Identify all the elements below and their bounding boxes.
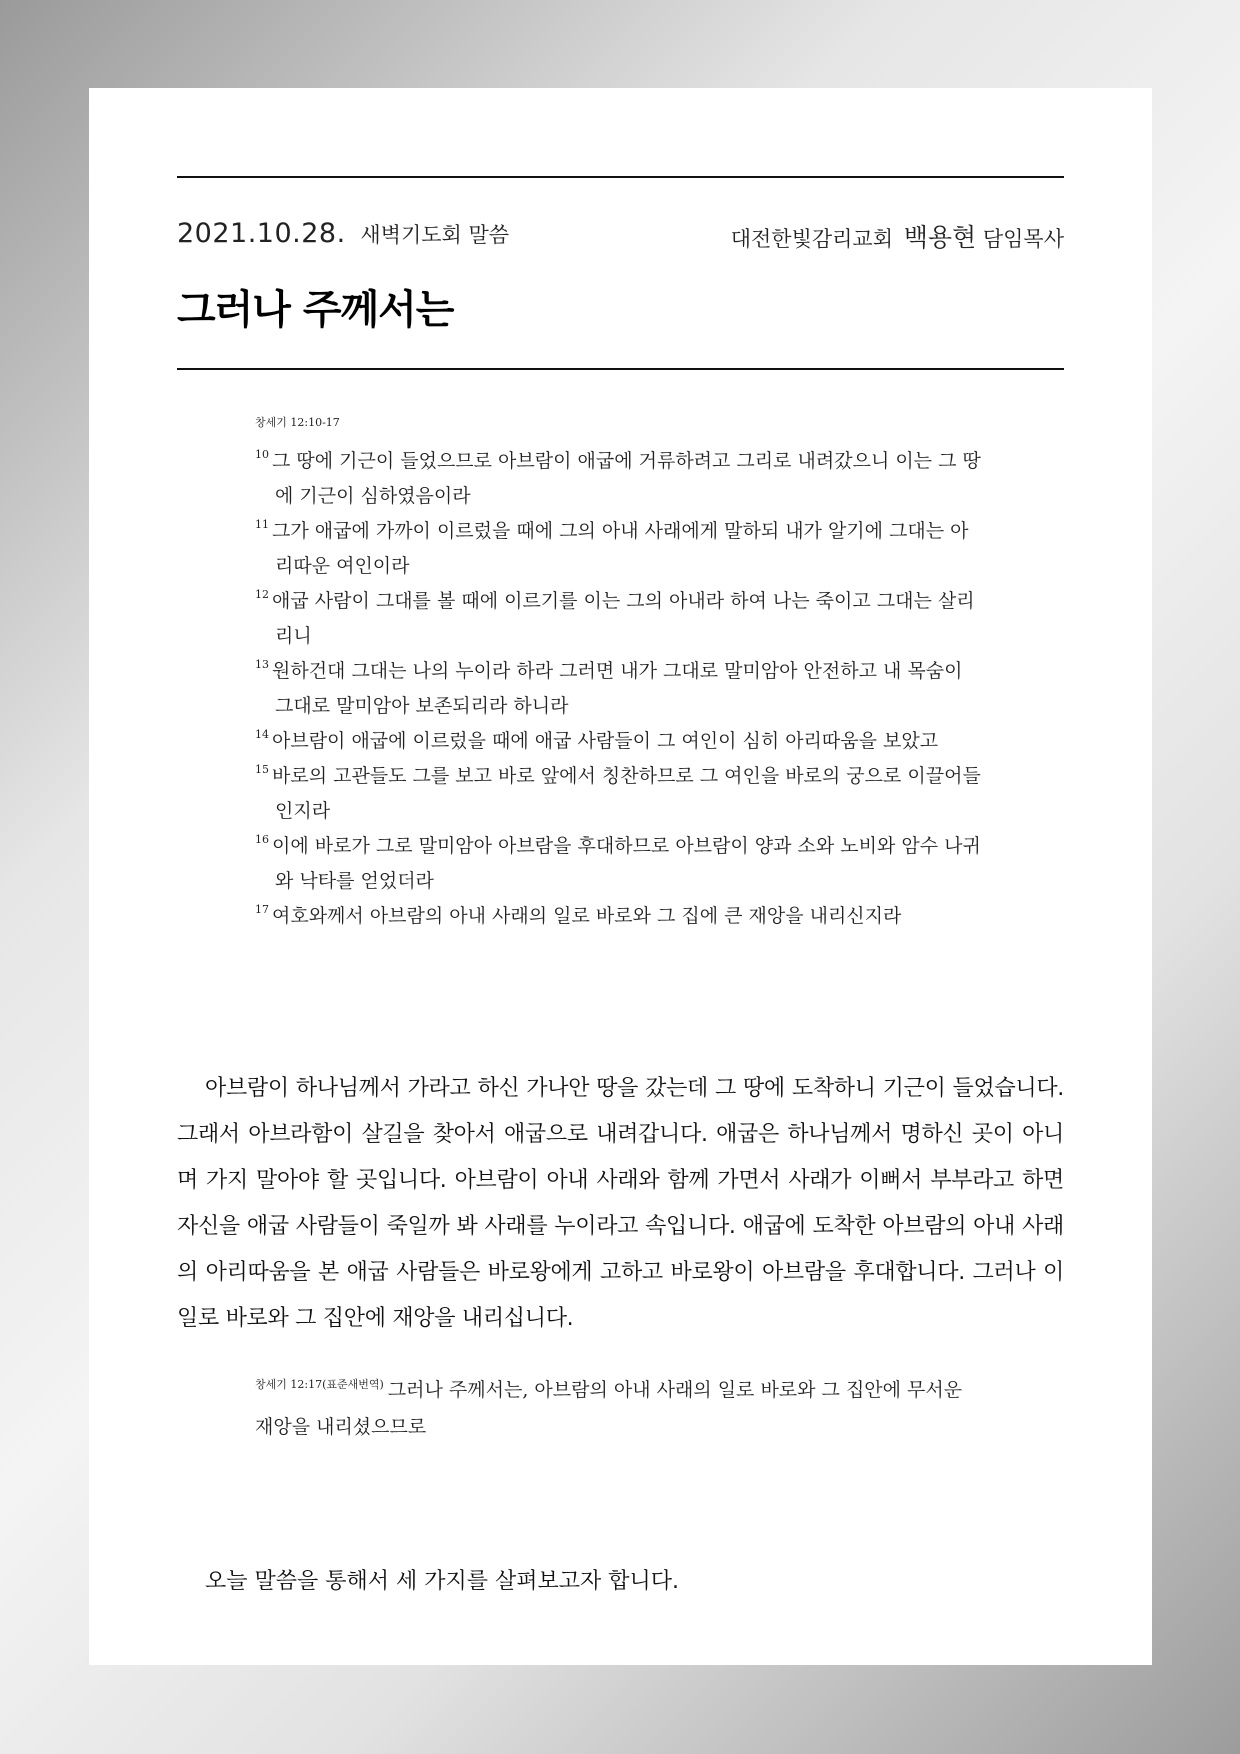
verse-number: 12 — [255, 588, 269, 601]
sermon-body-paragraph: 아브람이 하나님께서 가라고 하신 가나안 땅을 갔는데 그 땅에 도착하니 기근이 들었습니다. 그래서 아브라함이 살길을 찾아서 애굽으로 내려갑니다. 애굽은 하나님께서 명하신 곳이 아니며 가지 말아야 할 곳입니다. 아브람이 아내 사래와 함께 가면서 사래가 이뻐서 부부라고 하면 자신을 애굽 사람들이 죽일까 봐 사래를 누이라고 속입니다. 애굽에 도착한 아브람의 아내 사래의 아리따움을 본 애굽 사람들은 바로왕에게 고하고 바로왕이 아브람을 후대합니다. 그러나 이 일로 바로와 그 집안에 재앙을 내리십니다. — [177, 1076, 1064, 1331]
sermon-title: 그러나 주께서는 — [177, 287, 454, 333]
verse-text: 애굽 사람이 그대를 볼 때에 이르기를 이는 그의 아내라 하여 나는 죽이고 그대는 살리리니 — [272, 590, 975, 647]
verse-number: 14 — [255, 728, 269, 741]
verse — [255, 514, 985, 584]
title-divider — [177, 368, 1064, 370]
verse-text: 바로의 고관들도 그를 보고 바로 앞에서 칭찬하므로 그 여인을 바로의 궁으로 이끌어들인지라 — [272, 765, 981, 822]
church-name: 대전한빛감리교회 — [730, 227, 894, 251]
pastor-title: 담임목사 — [982, 227, 1064, 251]
scripture-quote — [255, 1366, 985, 1446]
verse-text: 이에 바로가 그로 말미암아 아브람을 후대하므로 아브람이 양과 소와 노비와 암수 나귀와 낙타를 얻었더라 — [272, 835, 981, 892]
verse-text: 여호와께서 아브람의 아내 사래의 일로 바로와 그 집에 큰 재앙을 내리신지라 — [272, 905, 902, 927]
verse-text: 그가 애굽에 가까이 이르렀을 때에 그의 아내 사래에게 말하되 내가 알기에 그대는 아리따운 여인이라 — [272, 520, 969, 577]
verse-number: 13 — [255, 658, 269, 671]
verse-number: 11 — [255, 518, 269, 531]
verse-number: 16 — [255, 833, 269, 846]
sermon-date: 2021.10.28. — [177, 218, 346, 249]
scripture-passage — [255, 414, 985, 934]
sermon-page — [89, 88, 1152, 1665]
verse — [255, 584, 985, 654]
verse-text: 아브람이 애굽에 이르렀을 때에 애굽 사람들이 그 여인이 심히 아리따움을 보았고 — [272, 730, 939, 752]
verse-text: 그 땅에 기근이 들었으므로 아브람이 애굽에 거류하려고 그리로 내려갔으니 이는 그 땅에 기근이 심하였음이라 — [272, 450, 981, 507]
verse — [255, 759, 985, 829]
service-name: 새벽기도회 말씀 — [360, 223, 510, 247]
verse — [255, 829, 985, 899]
quote-text: 그러나 주께서는, 아브람의 아내 사래의 일로 바로와 그 집안에 무서운 재앙을 내리셨으므로 — [255, 1379, 963, 1438]
verse — [255, 444, 985, 514]
quote-reference: 창세기 12:17(표준새번역) — [255, 1378, 384, 1391]
scripture-reference: 창세기 12:10-17 — [255, 416, 340, 429]
verse-number: 15 — [255, 763, 269, 776]
verse — [255, 899, 985, 934]
top-divider — [177, 176, 1064, 178]
verse-number: 17 — [255, 903, 269, 916]
verse-text: 원하건대 그대는 나의 누이라 하라 그러면 내가 그대로 말미암아 안전하고 내 목숨이 그대로 말미암아 보존되리라 하니라 — [272, 660, 963, 717]
verse — [255, 654, 985, 724]
pastor-name: 백용현 — [903, 223, 977, 252]
closing-sentence: 오늘 말씀을 통해서 세 가지를 살펴보고자 합니다. — [205, 1569, 679, 1594]
verse — [255, 724, 985, 759]
verse-number: 10 — [255, 448, 269, 461]
author-line — [731, 218, 1064, 254]
date-line — [177, 218, 509, 249]
